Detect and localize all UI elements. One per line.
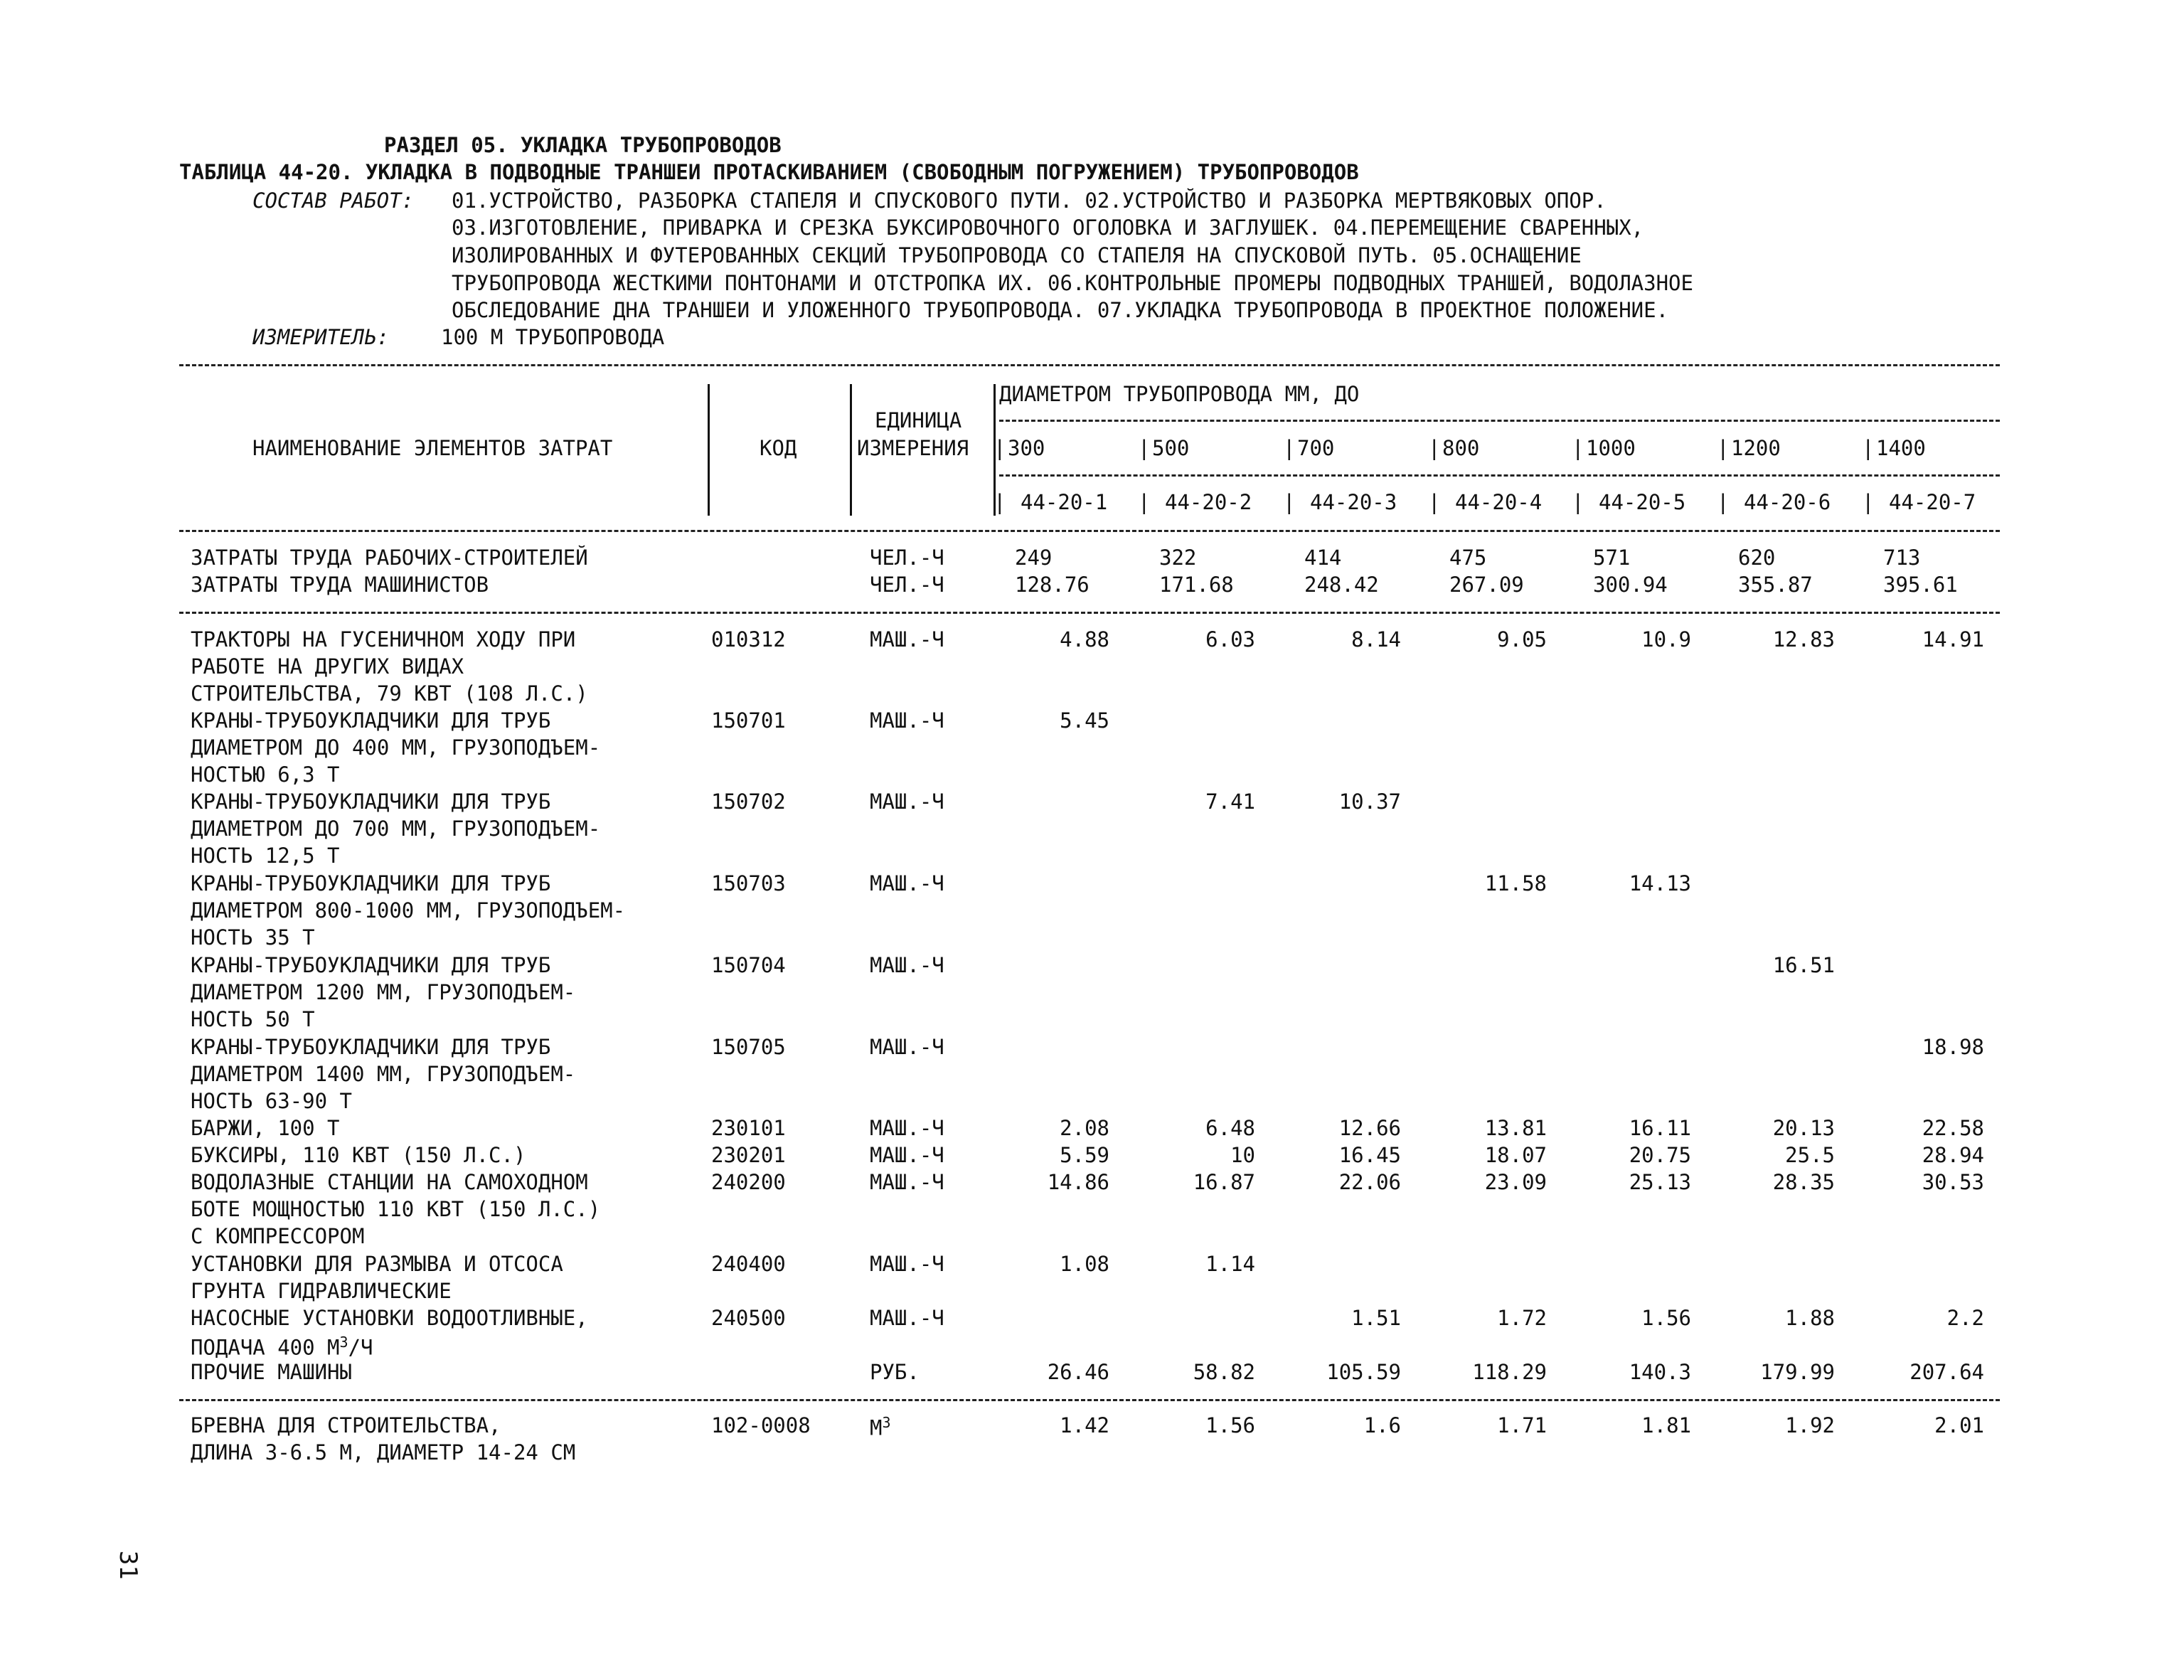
code-separator: | xyxy=(1717,490,1730,514)
row-code: 150703 xyxy=(711,871,786,895)
row-value: 414 xyxy=(1304,546,1342,570)
row-code: 102-0008 xyxy=(711,1413,811,1437)
row-value: 571 xyxy=(1593,546,1631,570)
row-value: 140.3 xyxy=(1629,1360,1691,1384)
row-unit: МАШ.-Ч xyxy=(870,1170,944,1194)
row-value: 207.64 xyxy=(1909,1360,1984,1384)
row-value: 4.88 xyxy=(1060,627,1109,652)
diameter-header: ДИАМЕТРОМ ТРУБОПРОВОДА ММ, ДО xyxy=(999,382,1360,406)
code-separator: | xyxy=(1862,490,1875,514)
row-name: ПРОЧИЕ МАШИНЫ xyxy=(191,1360,352,1384)
row-value: 16.87 xyxy=(1193,1170,1255,1194)
row-value: 23.09 xyxy=(1484,1170,1547,1194)
work-composition-label: СОСТАВ РАБОТ: xyxy=(252,188,414,213)
column-divider xyxy=(850,384,852,516)
diameter-value: 500 xyxy=(1152,436,1190,460)
row-name: НОСТЬЮ 6,3 Т xyxy=(191,762,340,787)
row-value: 13.81 xyxy=(1484,1116,1547,1140)
row-value: 2.01 xyxy=(1934,1413,1984,1437)
row-value: 11.58 xyxy=(1484,871,1547,895)
diameter-value: 1200 xyxy=(1731,436,1781,460)
code-separator: | xyxy=(994,490,1006,514)
row-value: 20.13 xyxy=(1772,1116,1835,1140)
price-code: 44-20-1 xyxy=(1021,490,1108,514)
machine-bottom-rule xyxy=(179,1399,2000,1401)
code-separator: | xyxy=(1428,490,1441,514)
row-value: 14.13 xyxy=(1629,871,1691,895)
work-line: 03.ИЗГОТОВЛЕНИЕ, ПРИВАРКА И СРЕЗКА БУКСИРОВОЧНОГО ОГОЛОВКА И ЗАГЛУШЕК. 04.ПЕРЕМЕЩЕНИЕ СВАРЕННЫХ, xyxy=(452,216,1644,240)
row-name: ТРАКТОРЫ НА ГУСЕНИЧНОМ ХОДУ ПРИ xyxy=(191,627,576,652)
row-value: 248.42 xyxy=(1304,573,1379,597)
row-value: 1.81 xyxy=(1641,1413,1691,1437)
row-value: 20.75 xyxy=(1629,1143,1691,1167)
diameter-separator: | xyxy=(1428,436,1441,460)
row-name: БУКСИРЫ, 110 КВТ (150 Л.С.) xyxy=(191,1143,526,1167)
row-value: 1.08 xyxy=(1060,1252,1109,1276)
row-value: 475 xyxy=(1449,546,1487,570)
row-name: РАБОТЕ НА ДРУГИХ ВИДАХ xyxy=(191,654,464,679)
row-name: КРАНЫ-ТРУБОУКЛАДЧИКИ ДЛЯ ТРУБ xyxy=(191,871,551,895)
row-value: 25.13 xyxy=(1629,1170,1691,1194)
row-unit: МАШ.-Ч xyxy=(870,953,944,977)
row-name: БАРЖИ, 100 Т xyxy=(191,1116,340,1140)
diameter-separator: | xyxy=(1862,436,1875,460)
row-unit: МАШ.-Ч xyxy=(870,708,944,733)
row-value: 16.45 xyxy=(1338,1143,1401,1167)
diameter-separator: | xyxy=(1717,436,1730,460)
row-value: 18.07 xyxy=(1484,1143,1547,1167)
row-value: 249 xyxy=(1015,546,1053,570)
row-name: НОСТЬ 35 Т xyxy=(191,925,315,950)
row-value: 1.72 xyxy=(1497,1306,1547,1330)
row-name: С КОМПРЕССОРОМ xyxy=(191,1224,365,1248)
row-code: 240200 xyxy=(711,1170,786,1194)
row-value: 7.41 xyxy=(1205,790,1255,814)
row-name: НОСТЬ 12,5 Т xyxy=(191,844,340,868)
row-value: 1.92 xyxy=(1785,1413,1835,1437)
row-name: ВОДОЛАЗНЫЕ СТАНЦИИ НА САМОХОДНОМ xyxy=(191,1170,588,1194)
row-value: 10 xyxy=(1230,1143,1255,1167)
row-name: СТРОИТЕЛЬСТВА, 79 КВТ (108 Л.С.) xyxy=(191,681,588,706)
row-name: НОСТЬ 50 Т xyxy=(191,1007,315,1031)
row-value: 6.03 xyxy=(1205,627,1255,652)
price-code: 44-20-7 xyxy=(1889,490,1976,514)
row-code: 240400 xyxy=(711,1252,786,1276)
row-unit: МАШ.-Ч xyxy=(870,871,944,895)
row-value: 128.76 xyxy=(1015,573,1090,597)
row-name: КРАНЫ-ТРУБОУКЛАДЧИКИ ДЛЯ ТРУБ xyxy=(191,790,551,814)
row-value: 713 xyxy=(1883,546,1921,570)
row-value: 355.87 xyxy=(1738,573,1813,597)
row-value: 395.61 xyxy=(1883,573,1958,597)
row-value: 58.82 xyxy=(1193,1360,1255,1384)
row-unit: МАШ.-Ч xyxy=(870,1116,944,1140)
row-value: 28.35 xyxy=(1772,1170,1835,1194)
row-value: 267.09 xyxy=(1449,573,1524,597)
code-header-rule xyxy=(999,474,2000,477)
row-value: 1.56 xyxy=(1205,1413,1255,1437)
row-code: 150705 xyxy=(711,1035,786,1059)
row-name: ДИАМЕТРОМ 1400 ММ, ГРУЗОПОДЪЕМ- xyxy=(191,1062,576,1086)
work-line: ИЗОЛИРОВАННЫХ И ФУТЕРОВАННЫХ СЕКЦИЙ ТРУБОПРОВОДА СО СТАПЕЛЯ НА СПУСКОВОЙ ПУТЬ. 05.ОСНАЩЕНИЕ xyxy=(452,243,1582,267)
diameter-separator: | xyxy=(1572,436,1584,460)
diameter-value: 1400 xyxy=(1876,436,1926,460)
price-code: 44-20-5 xyxy=(1599,490,1686,514)
row-value: 9.05 xyxy=(1497,627,1547,652)
row-name: ДЛИНА 3-6.5 М, ДИАМЕТР 14-24 СМ xyxy=(191,1440,576,1464)
row-name: ДИАМЕТРОМ ДО 700 ММ, ГРУЗОПОДЪЕМ- xyxy=(191,817,601,841)
row-value: 1.14 xyxy=(1205,1252,1255,1276)
code-header: КОД xyxy=(760,436,797,460)
price-code: 44-20-4 xyxy=(1455,490,1543,514)
row-value: 16.51 xyxy=(1772,953,1835,977)
column-divider xyxy=(708,384,710,516)
work-line: ТРУБОПРОВОДА ЖЕСТКИМИ ПОНТОНАМИ И ОТСТРОПКА ИХ. 06.КОНТРОЛЬНЫЕ ПРОМЕРЫ ПОДВОДНЫХ ТРАНШЕЙ, ВОДОЛАЗНОЕ xyxy=(452,271,1693,295)
labor-bottom-rule xyxy=(179,612,2000,614)
row-code: 010312 xyxy=(711,627,786,652)
row-code: 150704 xyxy=(711,953,786,977)
page-number: 31 xyxy=(114,1551,142,1580)
row-value: 14.91 xyxy=(1922,627,1984,652)
row-name: ПОДАЧА 400 $М^3/Ч$ xyxy=(191,1334,373,1360)
row-value: 16.11 xyxy=(1629,1116,1691,1140)
row-value: 118.29 xyxy=(1472,1360,1547,1384)
row-unit: ЧЕЛ.-Ч xyxy=(870,573,944,597)
row-value: 28.94 xyxy=(1922,1143,1984,1167)
diameter-separator: | xyxy=(1283,436,1296,460)
meter-label: ИЗМЕРИТЕЛЬ: xyxy=(252,325,390,349)
code-separator: | xyxy=(1138,490,1151,514)
diameter-header-rule xyxy=(999,420,2000,422)
row-value: 18.98 xyxy=(1922,1035,1984,1059)
row-value: 6.48 xyxy=(1205,1116,1255,1140)
row-unit: РУБ. xyxy=(870,1360,920,1384)
table-title: ТАБЛИЦА 44-20. УКЛАДКА В ПОДВОДНЫЕ ТРАНШЕИ ПРОТАСКИВАНИЕМ (СВОБОДНЫМ ПОГРУЖЕНИЕМ) ТРУБОПРОВОДОВ xyxy=(179,160,1359,184)
row-value: 26.46 xyxy=(1047,1360,1109,1384)
meter-value: 100 М ТРУБОПРОВОДА xyxy=(441,325,665,349)
row-name: ДИАМЕТРОМ 800-1000 ММ, ГРУЗОПОДЪЕМ- xyxy=(191,898,626,923)
row-unit: МАШ.-Ч xyxy=(870,1035,944,1059)
code-separator: | xyxy=(1572,490,1584,514)
row-name: НОСТЬ 63-90 Т xyxy=(191,1089,352,1113)
row-value: 2.08 xyxy=(1060,1116,1109,1140)
row-code: 150701 xyxy=(711,708,786,733)
row-value: 300.94 xyxy=(1593,573,1668,597)
row-value: 14.86 xyxy=(1047,1170,1109,1194)
row-name: ЗАТРАТЫ ТРУДА МАШИНИСТОВ xyxy=(191,573,489,597)
price-code: 44-20-2 xyxy=(1165,490,1252,514)
diameter-value: 800 xyxy=(1442,436,1480,460)
work-line: 01.УСТРОЙСТВО, РАЗБОРКА СТАПЕЛЯ И СПУСКОВОГО ПУТИ. 02.УСТРОЙСТВО И РАЗБОРКА МЕРТВЯКОВЫХ ОПОР. xyxy=(452,188,1607,213)
diameter-value: 700 xyxy=(1297,436,1335,460)
section-title: РАЗДЕЛ 05. УКЛАДКА ТРУБОПРОВОДОВ xyxy=(384,133,782,157)
row-unit: МАШ.-Ч xyxy=(870,1306,944,1330)
row-name: БОТЕ МОЩНОСТЬЮ 110 КВТ (150 Л.С.) xyxy=(191,1197,601,1221)
price-code: 44-20-6 xyxy=(1744,490,1831,514)
row-name: ДИАМЕТРОМ 1200 ММ, ГРУЗОПОДЪЕМ- xyxy=(191,980,576,1004)
row-value: 30.53 xyxy=(1922,1170,1984,1194)
row-value: 1.88 xyxy=(1785,1306,1835,1330)
row-value: 1.6 xyxy=(1363,1413,1401,1437)
row-name: КРАНЫ-ТРУБОУКЛАДЧИКИ ДЛЯ ТРУБ xyxy=(191,953,551,977)
row-value: 12.83 xyxy=(1772,627,1835,652)
row-unit: МАШ.-Ч xyxy=(870,790,944,814)
diameter-value: 300 xyxy=(1008,436,1045,460)
row-name: НАСОСНЫЕ УСТАНОВКИ ВОДООТЛИВНЫЕ, xyxy=(191,1306,588,1330)
row-unit: МАШ.-Ч xyxy=(870,627,944,652)
row-value: 22.58 xyxy=(1922,1116,1984,1140)
diameter-separator: | xyxy=(994,436,1006,460)
unit-header-line2: ИЗМЕРЕНИЯ xyxy=(857,436,969,460)
row-name: КРАНЫ-ТРУБОУКЛАДЧИКИ ДЛЯ ТРУБ xyxy=(191,708,551,733)
row-unit: МАШ.-Ч xyxy=(870,1143,944,1167)
row-value: 2.2 xyxy=(1946,1306,1984,1330)
row-value: 10.37 xyxy=(1338,790,1401,814)
row-unit: ЧЕЛ.-Ч xyxy=(870,546,944,570)
row-name: БРЕВНА ДЛЯ СТРОИТЕЛЬСТВА, xyxy=(191,1413,501,1437)
row-value: 105.59 xyxy=(1326,1360,1401,1384)
row-unit: МАШ.-Ч xyxy=(870,1252,944,1276)
row-value: 1.56 xyxy=(1641,1306,1691,1330)
row-value: 8.14 xyxy=(1351,627,1401,652)
diameter-value: 1000 xyxy=(1586,436,1636,460)
row-value: 322 xyxy=(1159,546,1197,570)
row-code: 240500 xyxy=(711,1306,786,1330)
row-code: 230201 xyxy=(711,1143,786,1167)
row-name: ГРУНТА ГИДРАВЛИЧЕСКИЕ xyxy=(191,1279,452,1303)
row-value: 22.06 xyxy=(1338,1170,1401,1194)
cost-elements-header: НАИМЕНОВАНИЕ ЭЛЕМЕНТОВ ЗАТРАТ xyxy=(252,436,613,460)
row-name: ЗАТРАТЫ ТРУДА РАБОЧИХ-СТРОИТЕЛЕЙ xyxy=(191,546,588,570)
row-value: 5.59 xyxy=(1060,1143,1109,1167)
row-value: 179.99 xyxy=(1760,1360,1835,1384)
row-value: 10.9 xyxy=(1641,627,1691,652)
row-value: 12.66 xyxy=(1338,1116,1401,1140)
row-value: 1.51 xyxy=(1351,1306,1401,1330)
code-separator: | xyxy=(1283,490,1296,514)
row-name: УСТАНОВКИ ДЛЯ РАЗМЫВА И ОТСОСА xyxy=(191,1252,563,1276)
row-value: 620 xyxy=(1738,546,1776,570)
row-value: 5.45 xyxy=(1060,708,1109,733)
header-bottom-rule xyxy=(179,530,2000,532)
row-name: ДИАМЕТРОМ ДО 400 ММ, ГРУЗОПОДЪЕМ- xyxy=(191,735,601,760)
diameter-separator: | xyxy=(1138,436,1151,460)
work-line: ОБСЛЕДОВАНИЕ ДНА ТРАНШЕИ И УЛОЖЕННОГО ТРУБОПРОВОДА. 07.УКЛАДКА ТРУБОПРОВОДА В ПРОЕКТНОЕ ПОЛОЖЕНИЕ. xyxy=(452,298,1669,322)
row-code: 150702 xyxy=(711,790,786,814)
row-value: 25.5 xyxy=(1785,1143,1835,1167)
row-value: 171.68 xyxy=(1159,573,1234,597)
table-top-rule xyxy=(179,364,2000,366)
row-value: 1.71 xyxy=(1497,1413,1547,1437)
row-unit: $М^3$ xyxy=(870,1414,891,1440)
price-code: 44-20-3 xyxy=(1310,490,1397,514)
row-value: 1.42 xyxy=(1060,1413,1109,1437)
row-code: 230101 xyxy=(711,1116,786,1140)
unit-header-line1: ЕДИНИЦА xyxy=(875,408,962,432)
row-name: КРАНЫ-ТРУБОУКЛАДЧИКИ ДЛЯ ТРУБ xyxy=(191,1035,551,1059)
